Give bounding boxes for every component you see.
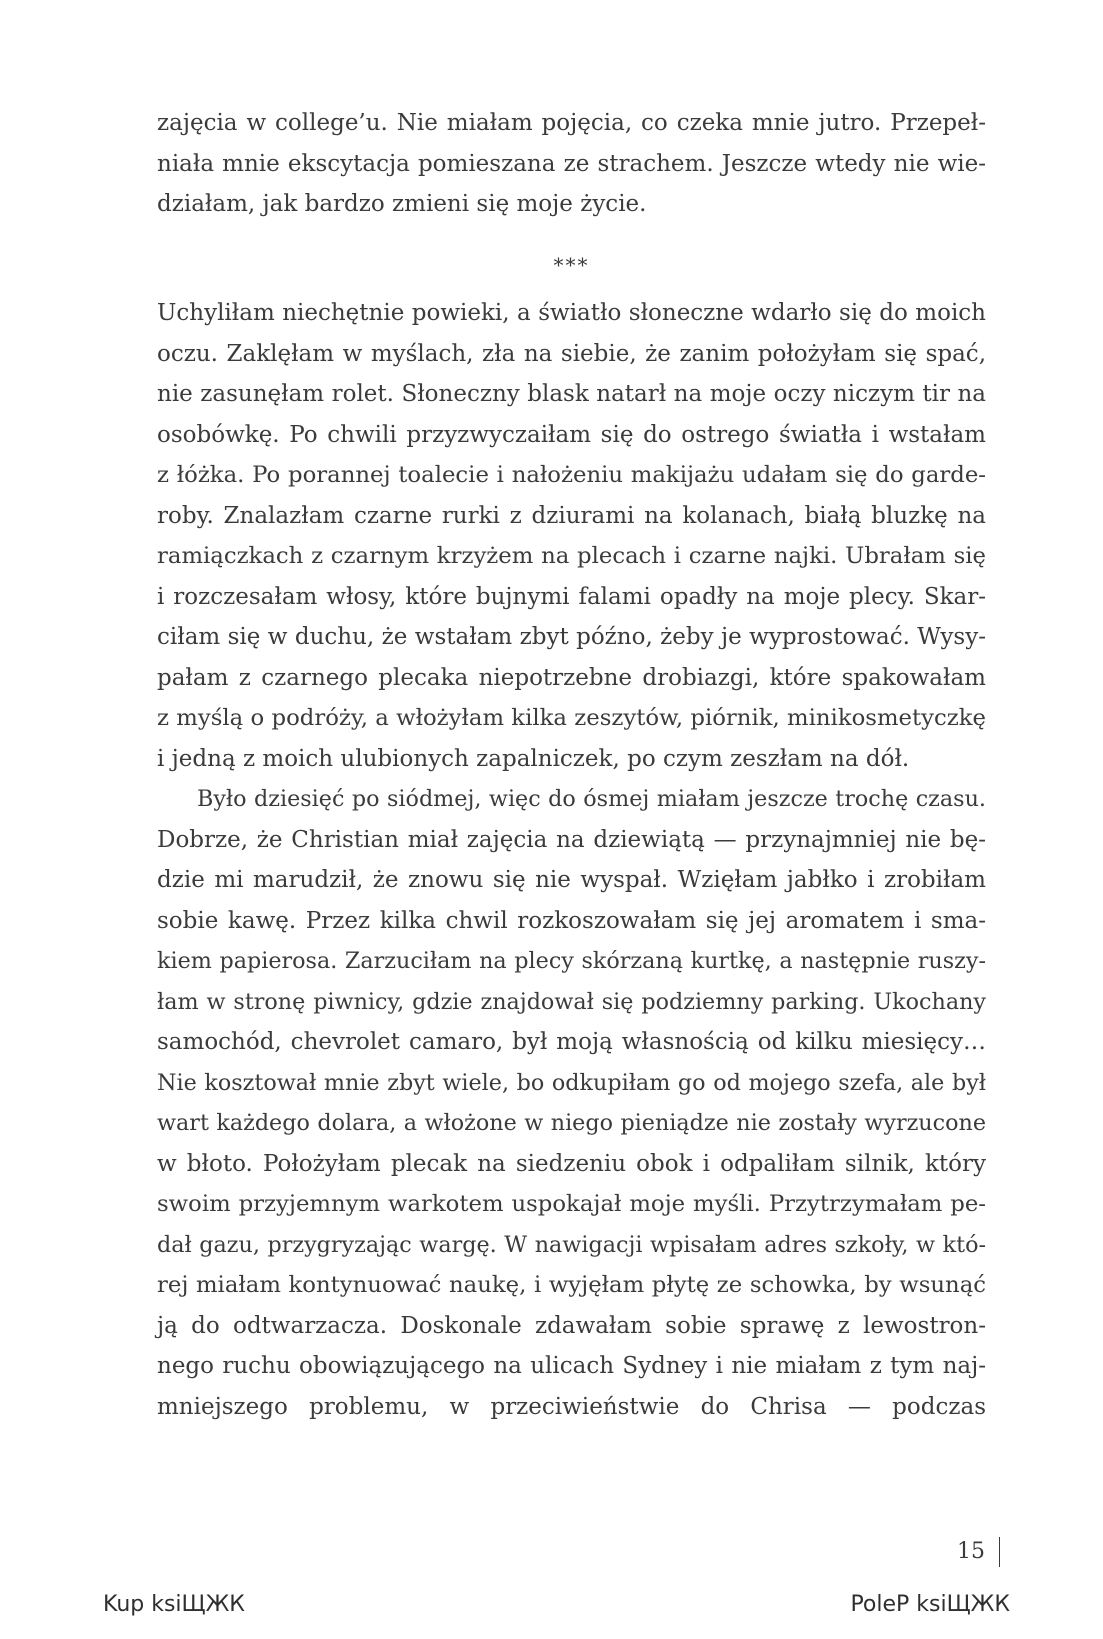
top-paragraph bbox=[157, 103, 986, 225]
text-line: roby. Znalazłam czarne rurki z dziurami na kolanach, białą bluzkę na bbox=[157, 502, 986, 529]
text-line: w błoto. Położyłam plecak na siedzeniu obok i odpaliłam silnik, który bbox=[157, 1150, 986, 1177]
text-line: z łóżka. Po porannej toalecie i nałożeniu makijażu udałam się do garde- bbox=[157, 462, 986, 488]
text-line: ją do odtwarzacza. Doskonale zdawałam sobie sprawę z lewostron- bbox=[157, 1312, 986, 1339]
text-line: z myślą o podróży, a włożyłam kilka zeszytów, piórnik, minikosmetyczkę bbox=[157, 705, 986, 731]
text-line: pałam z czarnego plecaka niepotrzebne drobiazgi, które spakowałam bbox=[157, 664, 986, 691]
text-line: kiem papierosa. Zarzuciłam na plecy skórzaną kurtkę, a następnie ruszy- bbox=[157, 948, 986, 974]
text-line: sobie kawę. Przez kilka chwil rozkoszowałam się jej aromatem i sma- bbox=[157, 907, 986, 934]
page-number: 15 bbox=[957, 1537, 1000, 1567]
text-line: Dobrze, że Christian miał zajęcia na dziewiątą — przynajmniej nie bę- bbox=[157, 826, 986, 853]
text-line: i rozczesałam włosy, które bujnymi falami opadły na moje plecy. Skar- bbox=[157, 583, 986, 610]
text-line: łam w stronę piwnicy, gdzie znajdował się podziemny parking. Ukochany bbox=[157, 988, 986, 1015]
text-line: dzie mi marudził, że znowu się nie wyspał. Wzięłam jabłko i zrobiłam bbox=[157, 867, 986, 893]
buy-book-link[interactable]: Kup ksiЩЖК bbox=[103, 1592, 245, 1617]
text-line: niała mnie ekscytacja pomieszana ze strachem. Jeszcze wtedy nie wie- bbox=[157, 150, 986, 177]
text-line: wart każdego dolara, a włożone w niego pieniądze nie zostały wyrzucone bbox=[157, 1110, 986, 1136]
text-line: działam, jak bardzo zmieni się moje życie. bbox=[157, 191, 647, 217]
text-line: Uchyliłam niechętnie powieki, a światło słoneczne wdarło się do moich bbox=[157, 300, 986, 326]
text-line: zajęcia w college’u. Nie miałam pojęcia, co czeka mnie jutro. Przepeł- bbox=[157, 110, 986, 136]
text-line: osobówkę. Po chwili przyzwyczaiłam się do ostrego światła i wstałam bbox=[157, 421, 986, 448]
text-line: ciłam się w duchu, że wstałam zbyt późno, żeby je wyprostować. Wysy- bbox=[157, 624, 986, 650]
text-line: nego ruchu obowiązującego na ulicach Sydney i nie miałam z tym naj- bbox=[157, 1353, 986, 1379]
text-line: dał gazu, przygryzając wargę. W nawigacji wpisałam adres szkoły, w któ- bbox=[157, 1231, 986, 1258]
paragraph-1 bbox=[157, 293, 986, 1427]
text-line: Było dziesięć po siódmej, więc do ósmej miałam jeszcze trochę czasu. bbox=[197, 786, 986, 812]
text-line: i jedną z moich ulubionych zapalniczek, po czym zeszłam na dół. bbox=[157, 745, 910, 772]
text-line: samochód, chevrolet camaro, był moją własnością od kilku miesięcy… bbox=[157, 1029, 986, 1055]
text-line: rej miałam kontynuować naukę, i wyjęłam płytę ze schowka, by wsunąć bbox=[157, 1272, 986, 1298]
text-line: Nie kosztował mnie zbyt wiele, bo odkupiłam go od mojego szefa, ale był bbox=[157, 1069, 986, 1096]
text-line: oczu. Zaklęłam w myślach, zła na siebie, że zanim położyłam się spać, bbox=[157, 340, 986, 367]
text-line: mniejszego problemu, w przeciwieństwie do Chrisa — podczas bbox=[157, 1393, 986, 1420]
text-line: ramiączkach z czarnym krzyżem na plecach i czarne najki. Ubrałam się bbox=[157, 543, 986, 569]
text-line: nie zasunęłam rolet. Słoneczny blask natarł na moje oczy niczym tir na bbox=[157, 381, 986, 407]
text-line: swoim przyjemnym warkotem uspokajał moje myśli. Przytrzymałam pe- bbox=[157, 1191, 986, 1217]
recommend-book-link[interactable]: PoleР ksiЩЖК bbox=[850, 1592, 1010, 1617]
section-separator: *** bbox=[553, 253, 590, 277]
